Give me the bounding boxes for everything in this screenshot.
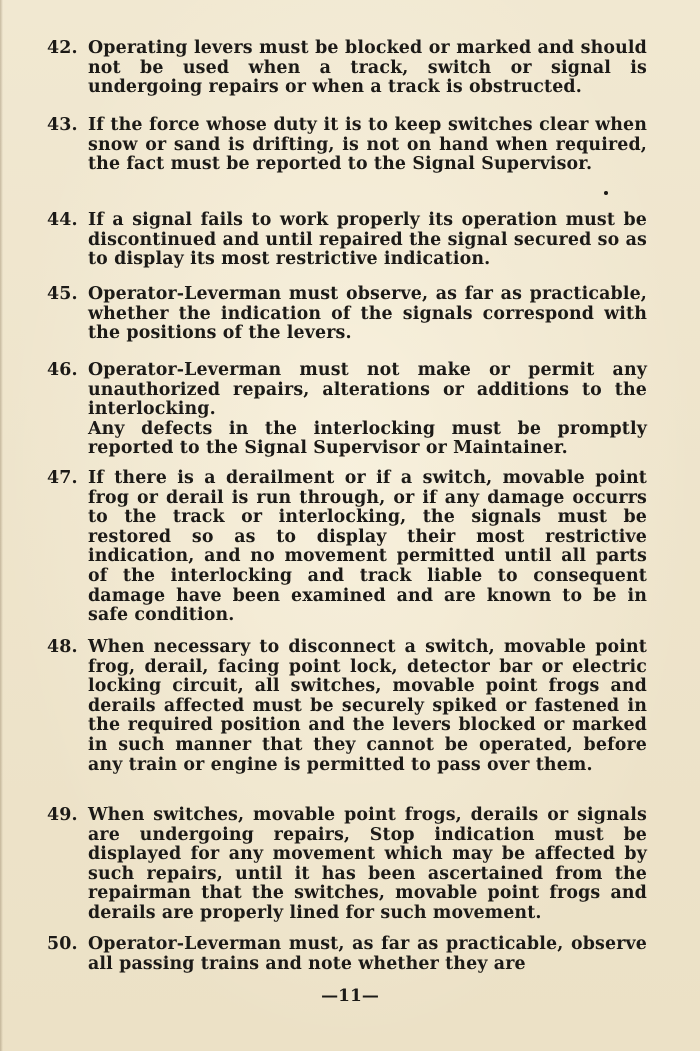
rule-42	[47, 39, 647, 98]
ink-speck	[604, 191, 608, 195]
rule-46	[47, 361, 647, 459]
rule-number: 48.	[47, 637, 78, 657]
rule-43	[47, 116, 647, 175]
rule-number: 46.	[47, 360, 78, 380]
rule-text: When switches, movable point frogs, derails or signals are undergoing repairs, Stop indication must be displayed for any movement which may be affected by such repairs, until it has been ascertained from the repairman that the switches, movable point frogs and derails are properly lined for such movement.	[88, 805, 647, 923]
rule-50	[47, 935, 647, 974]
rule-text: If the force whose duty it is to keep switches clear when snow or sand is drifting, is not on hand when required, the fact must be reported to the Signal Supervisor.	[88, 115, 647, 175]
rule-number: 43.	[47, 115, 78, 135]
rule-number: 44.	[47, 210, 78, 230]
rule-number: 50.	[47, 934, 78, 954]
rule-text: Operator-Leverman must, as far as practicable, observe all passing trains and note whether they are	[88, 934, 647, 974]
rule-45	[47, 285, 647, 344]
rule-48	[47, 638, 647, 775]
rule-44	[47, 211, 647, 270]
rule-47	[47, 469, 647, 626]
rule-49	[47, 806, 647, 924]
rule-text: Any defects in the interlocking must be promptly reported to the Signal Supervisor or Maintainer.	[88, 418, 647, 459]
rule-number: 45.	[47, 284, 78, 304]
rule-text: When necessary to disconnect a switch, movable point frog, derail, facing point lock, detector bar or electric locking circuit, all switches, movable point frogs and derails affected must be securely spiked or fastened in the required position and the levers blocked or marked in such manner that they cannot be operated, before any train or engine is permitted to pass over them.	[88, 637, 647, 775]
page-number: —11—	[321, 986, 379, 1006]
rule-text: Operator-Leverman must not make or permit any unauthorized repairs, alterations or additions to the interlocking.	[88, 360, 647, 420]
rule-text: If a signal fails to work properly its operation must be discontinued and until repaired the signal secured so as to display its most restrictive indication.	[88, 210, 647, 270]
rule-number: 47.	[47, 468, 78, 488]
rule-number: 49.	[47, 805, 78, 825]
rule-text: Operating levers must be blocked or marked and should not be used when a track, switch or signal is undergoing repairs or when a track is obstructed.	[88, 38, 647, 98]
rule-text: Operator-Leverman must observe, as far as practicable, whether the indication of the signals correspond with the positions of the levers.	[88, 284, 647, 344]
rule-number: 42.	[47, 38, 78, 58]
page-edge-shadow	[0, 0, 3, 1051]
rule-text: If there is a derailment or if a switch, movable point frog or derail is run through, or if any damage occurrs to the track or interlocking, the signals must be restored so as to display their most restrictive indication, and no movement permitted until all parts of the interlocking and track liable to consequent damage have been examined and are known to be in safe condition.	[88, 468, 647, 626]
